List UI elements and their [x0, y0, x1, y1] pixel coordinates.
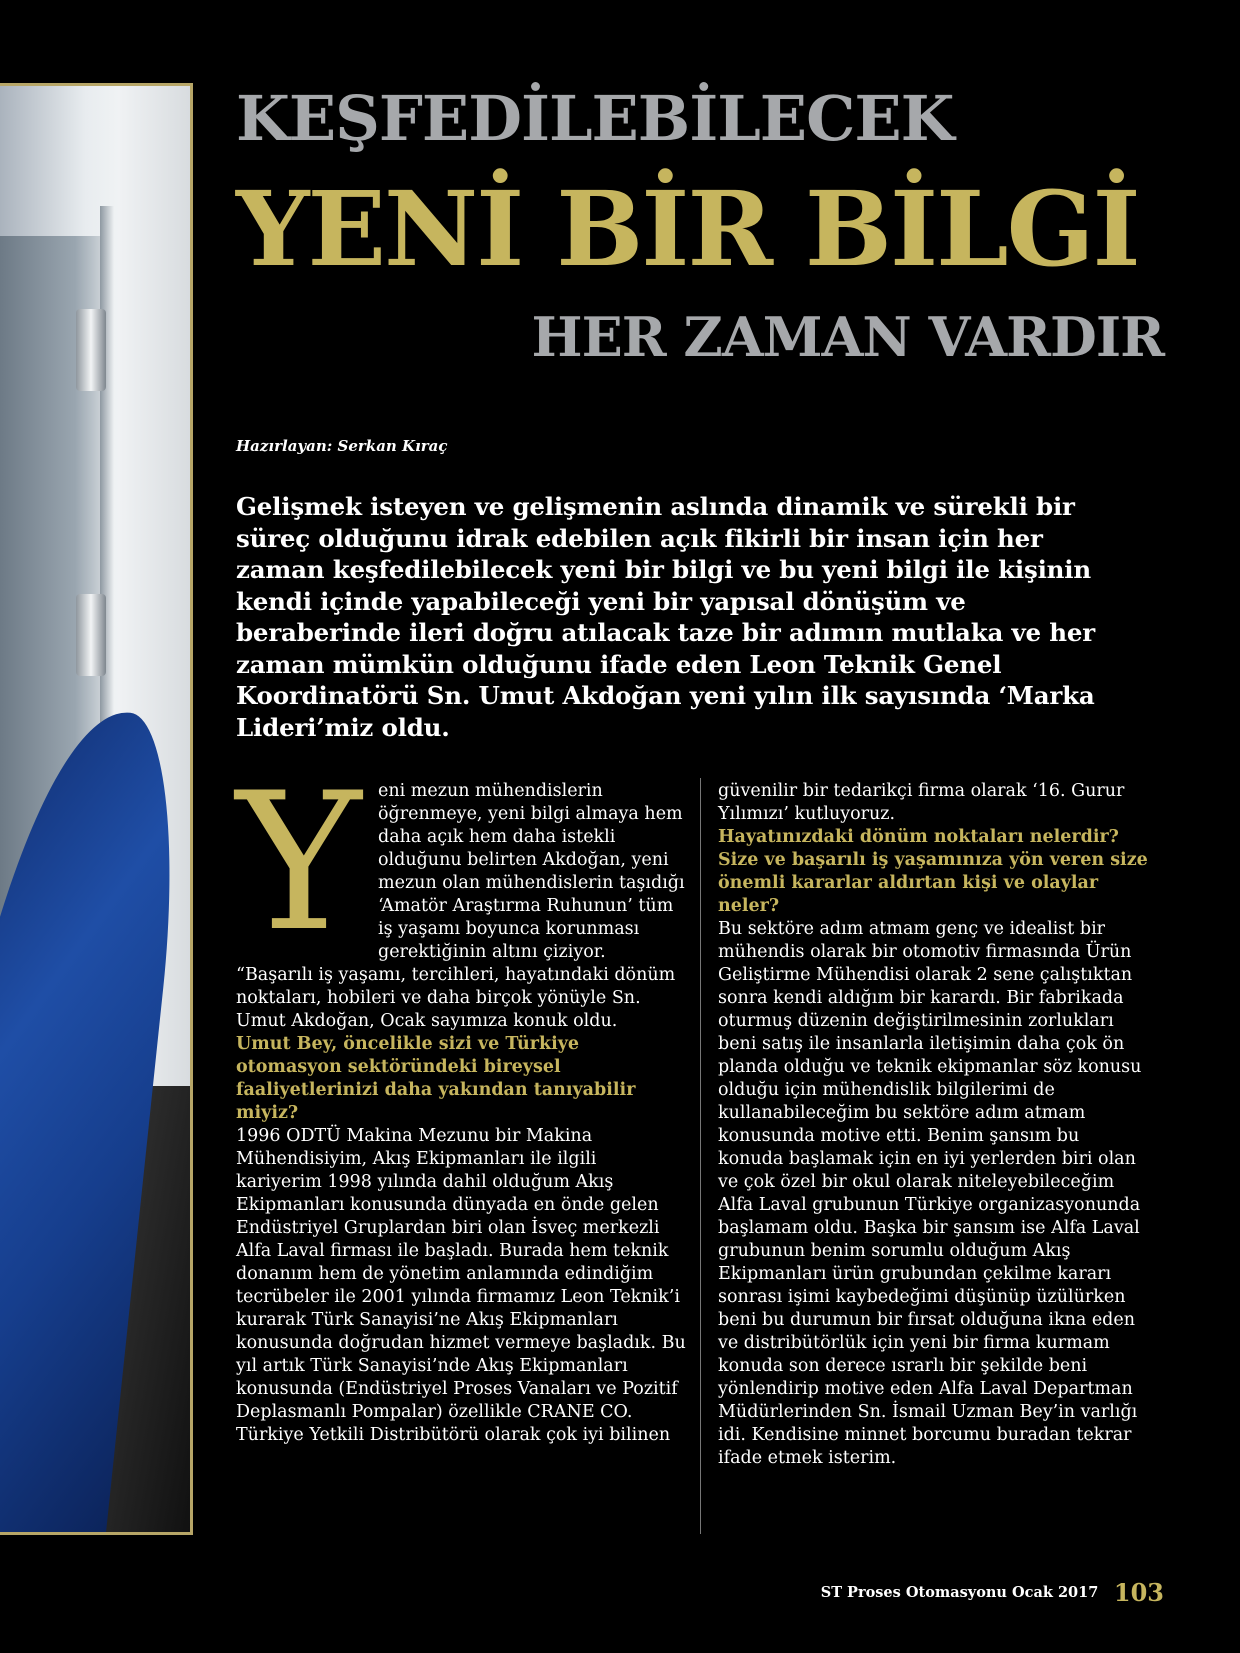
answer-1-continuation: güvenilir bir tedarikçi firma olarak ‘16. Gurur Yılımızı’ kutluyoruz.	[718, 781, 1125, 824]
cover-photo	[0, 83, 193, 1535]
question-1: Umut Bey, öncelikle sizi ve Türkiye otomasyon sektöründeki bireysel faaliyetlerinizi daha yakından tanıyabilir miyiz?	[236, 1034, 636, 1123]
page-footer	[821, 1578, 1164, 1607]
opening-paragraph-wrap	[236, 752, 686, 1033]
answer-1: 1996 ODTÜ Makina Mezunu bir Makina Mühendisiyim, Akış Ekipmanları ile ilgili kariyerim 1998 yılında dahil olduğum Akış Ekipmanları konusunda dünyada en önde gelen Endüstriyel Gruplardan biri olan İsveç merkezli Alfa Laval firması ile başladı. Burada hem teknik donanım hem de yönetim anlamında edindiğim tecrübeler ile 2001 yılında firmamız Leon Teknik’i kurarak Türk Sanayisi’ne Akış Ekipmanları konusunda doğrudan hizmet vermeye başladık. Bu yıl artık Türk Sanayisi’nde Akış Ekipmanları konusunda (Endüstriyel Proses Vanaları ve Pozitif Deplasmanlı Pompalar) özellikle CRANE CO. Türkiye Yetkili Distribütörü olarak çok iyi bilinen	[236, 1126, 686, 1445]
question-2: Hayatınızdaki dönüm noktaları nelerdir? Size ve başarılı iş yaşamınıza yön veren size önemli kararlar aldırtan kişi ve olaylar neler?	[718, 827, 1148, 916]
photo-hinge-bottom	[76, 594, 106, 676]
column-divider	[700, 778, 701, 1534]
byline: Hazırlayan: Serkan Kıraç	[236, 437, 448, 455]
answer-2: Bu sektöre adım atmam genç ve idealist bir mühendis olarak bir otomotiv firmasında Ürün Geliştirme Mühendisi olarak 2 sene çalıştıktan sonra kendi aldığım bir karardı. Bir fabrikada oturmuş düzenin değiştirilmesinin zorlukları beni satış ile insanlarla iletişimin daha çok ön planda olduğu ve teknik ekipmanlar söz konusu olduğu için mühendislik bilgilerimi de kullanabileceğim bu sektöre adım atmam konusunda motive etti. Benim şansım bu konuda başlamak için en iyi yerlerden biri olan ve çok özel bir okul olarak niteleyebileceğim Alfa Laval grubunun Türkiye organizasyonunda başlamam oldu. Başka bir şansım ise Alfa Laval grubunun benim sorumlu olduğum Akış Ekipmanları ürün grubundan çekilme kararı sonrası işimi kaybedeğimi düşünüp üzülürken beni bu durumun bir fırsat olduğuna ikna eden ve distribütörlük için yeni bir firma kurmam konuda son derece ısrarlı bir şekilde beni yönlendirip motive eden Alfa Laval Departman Müdürlerinden Sn. İsmail Uzman Bey’in varlığı idi. Kendisine minnet borcumu buradan tekrar ifade etmek isterim.	[718, 919, 1142, 1468]
page-number: 103	[1113, 1578, 1164, 1607]
headline-sub: HER ZAMAN VARDIR	[531, 305, 1164, 369]
right-column	[718, 780, 1148, 1470]
left-column	[236, 752, 686, 1447]
drop-cap: Y	[236, 752, 362, 973]
photo-hinge-top	[76, 309, 106, 391]
opening-paragraph: eni mezun mühendislerin öğrenmeye, yeni bilgi almaya hem daha açık hem daha istekli olduğunu belirten Akdoğan, yeni mezun olan mühendislerin taşıdığı ‘Amatör Araştırma Ruhunun’ tüm iş yaşamı boyunca korunması gerektiğinin altını çiziyor. “Başarılı iş yaşamı, tercihleri, hayatındaki dönüm noktaları, hobileri ve daha birçok yönüyle Sn. Umut Akdoğan, Ocak sayımıza konuk oldu.	[236, 781, 685, 1031]
intro-paragraph: Gelişmek isteyen ve gelişmenin aslında dinamik ve sürekli bir süreç olduğunu idrak edebilen açık fikirli bir insan için her zaman keşfedilebilecek yeni bir bilgi ve bu yeni bilgi ile kişinin kendi içinde yapabileceği yeni bir yapısal dönüşüm ve beraberinde ileri doğru atılacak taze bir adımın mutlaka ve her zaman mümkün olduğunu ifade eden Leon Teknik Genel Koordinatörü Sn. Umut Akdoğan yeni yılın ilk sayısında ‘Marka Lideri’miz oldu.	[236, 492, 1095, 742]
headline-kicker: KEŞFEDİLEBİLECEK	[236, 82, 954, 155]
magazine-issue: ST Proses Otomasyonu Ocak 2017	[820, 1584, 1099, 1601]
headline-main: YENİ BİR BİLGİ	[236, 169, 1139, 290]
